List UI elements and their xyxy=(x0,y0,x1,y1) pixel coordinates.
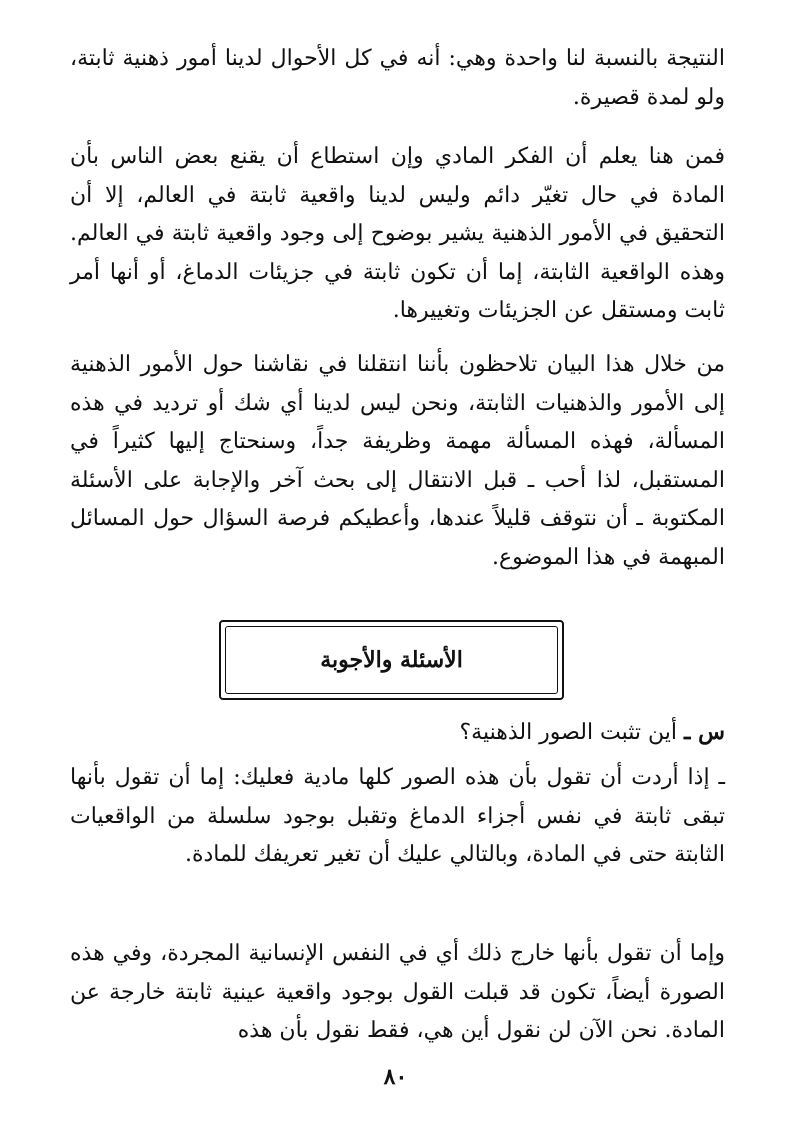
question xyxy=(70,713,725,753)
question-text: أين تثبت الصور الذهنية؟ xyxy=(459,720,678,745)
paragraph-3: من خلال هذا البيان تلاحظون بأننا انتقلنا في نقاشنا حول الأمور الذهنية إلى الأمور والذهنيات الثابتة، ونحن ليس لدينا أي شك أو ترديد في هذه المسألة، فهذه المسألة مهمة وظريفة جداً، وسنحتاج إليها كثيراً في المستقبل، لذا أحب ـ قبل الانتقال إلى بحث آخر والإجابة على الأسئلة المكتوبة ـ أن نتوقف قليلاً عندها، وأعطيكم فرصة السؤال حول المسائل المبهمة في هذا الموضوع. xyxy=(70,352,725,570)
answer-paragraph-1: ـ إذا أردت أن تقول بأن هذه الصور كلها مادية فعليك: إما أن تقول بأنها تبقى ثابتة في نفس أجزاء الدماغ وتقبل بوجود سلسلة من الواقعيات الثابتة حتى في المادة، وبالتالي عليك أن تغير تعريفك للمادة. xyxy=(70,765,725,867)
page-number: ٨٠ xyxy=(383,1064,408,1090)
section-heading: الأسئلة والأجوبة xyxy=(225,626,558,694)
answer-paragraph-2: وإما أن تقول بأنها خارج ذلك أي في النفس الإنسانية المجردة، وفي هذه الصورة أيضاً، تكون قد قبلت القول بوجود واقعية عينية ثابتة خارجة عن المادة. نحن الآن لن نقول أين هي، فقط نقول بأن هذه xyxy=(70,941,725,1043)
section-heading-frame xyxy=(219,620,564,700)
paragraph-2: فمن هنا يعلم أن الفكر المادي وإن استطاع أن يقنع بعض الناس بأن المادة في حال تغيّر دائم وليس لدينا واقعية ثابتة في العالم، إلا أن التحقيق في الأمور الذهنية يشير بوضوح إلى وجود واقعية ثابتة في العالم. وهذه الواقعية الثابتة، إما أن تكون ثابتة في جزيئات الدماغ، أو أنها أمر ثابت ومستقل عن الجزيئات وتغييرها. xyxy=(70,144,725,323)
question-marker: س ـ xyxy=(684,719,725,745)
paragraph-1: النتيجة بالنسبة لنا واحدة وهي: أنه في كل الأحوال لدينا أمور ذهنية ثابتة، ولو لمدة قصيرة. xyxy=(70,46,725,110)
